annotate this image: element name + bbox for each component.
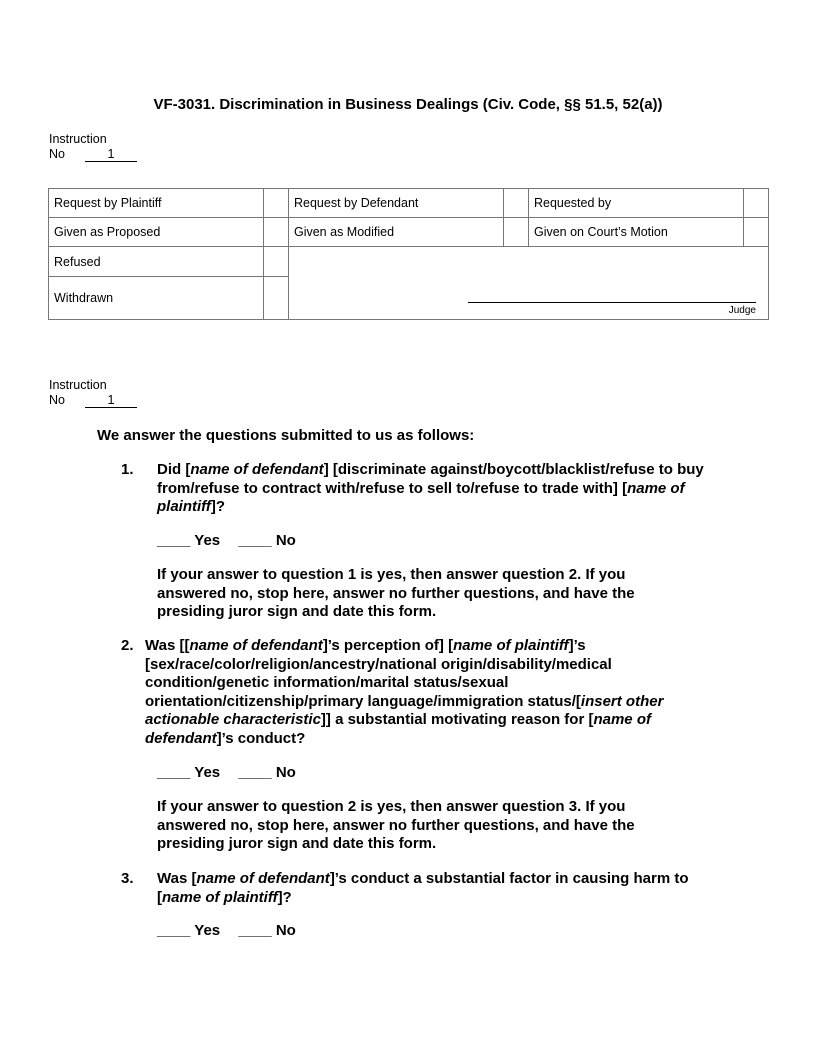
refused-label: Refused	[49, 247, 264, 276]
requested-by-checkbox[interactable]	[743, 189, 768, 218]
instruction-label: Instruction	[49, 378, 107, 392]
given-on-courts-motion-label: Given on Court’s Motion	[528, 218, 743, 247]
request-by-defendant-label: Request by Defendant	[288, 189, 503, 218]
requested-by-label: Requested by	[528, 189, 743, 218]
instruction-number-line	[49, 147, 137, 162]
question-1-text: Did [name of defendant] [discriminate against/boycott/blacklist/refuse to buy from/refuse to contract with/refuse to sell to/refuse to trade with] [name of plaintiff]?	[157, 461, 704, 515]
no-label: No	[49, 393, 65, 407]
question-2-text: Was [[name of defendant]’s perception of] [name of plaintiff]’s [sex/race/color/religion/ancestry/national origin/disability/medical condition/genetic information/marital status/sexual orientation/citizenship/primary language/immigration status/[insert other actionable characteristic]] a substantial motivating reason for [name of defendant]’s conduct?	[145, 637, 664, 747]
yes-option[interactable]: ____ Yes	[157, 532, 221, 549]
question-2-number: 2.	[121, 637, 134, 654]
question-3-number: 3.	[121, 870, 134, 887]
judge-label: Judge	[728, 305, 756, 316]
judge-signature-line	[468, 302, 756, 303]
withdrawn-label: Withdrawn	[49, 276, 264, 319]
question-1-answer[interactable]	[157, 532, 296, 551]
judge-signature-cell	[288, 247, 768, 320]
question-1-number: 1.	[121, 461, 134, 478]
given-on-courts-motion-checkbox[interactable]	[743, 218, 768, 247]
no-label: No	[49, 147, 65, 161]
instruction-number: 1	[85, 148, 137, 162]
request-by-defendant-checkbox[interactable]	[503, 189, 528, 218]
given-as-modified-checkbox[interactable]	[503, 218, 528, 247]
instruction-label: Instruction	[49, 132, 107, 146]
question-2-instruction: If your answer to question 2 is yes, then answer question 3. If you answered no, stop here, answer no further questions, and have the presiding juror sign and date this form.	[157, 798, 635, 852]
given-as-modified-label: Given as Modified	[288, 218, 503, 247]
request-table	[48, 188, 769, 320]
question-1-instruction: If your answer to question 1 is yes, then answer question 2. If you answered no, stop here, answer no further questions, and have the presiding juror sign and date this form.	[157, 566, 635, 620]
instruction-number: 1	[85, 394, 137, 408]
question-3-answer[interactable]	[157, 922, 296, 941]
given-as-proposed-checkbox[interactable]	[263, 218, 288, 247]
question-2-answer[interactable]	[157, 764, 296, 783]
document-title: VF-3031. Discrimination in Business Dealings (Civ. Code, §§ 51.5, 52(a))	[153, 96, 663, 113]
withdrawn-checkbox[interactable]	[263, 276, 288, 319]
instruction-block-bottom	[49, 378, 137, 408]
no-option[interactable]: ____ No	[238, 532, 296, 549]
yes-option[interactable]: ____ Yes	[157, 764, 221, 781]
no-option[interactable]: ____ No	[238, 922, 296, 939]
request-by-plaintiff-label: Request by Plaintiff	[49, 189, 264, 218]
instruction-block-top	[49, 132, 137, 162]
yes-option[interactable]: ____ Yes	[157, 922, 221, 939]
refused-checkbox[interactable]	[263, 247, 288, 276]
request-by-plaintiff-checkbox[interactable]	[263, 189, 288, 218]
no-option[interactable]: ____ No	[238, 764, 296, 781]
question-3-text: Was [name of defendant]’s conduct a substantial factor in causing harm to [name of plaintiff]?	[157, 870, 689, 906]
given-as-proposed-label: Given as Proposed	[49, 218, 264, 247]
instruction-number-line	[49, 393, 137, 408]
intro-text: We answer the questions submitted to us as follows:	[97, 427, 475, 444]
